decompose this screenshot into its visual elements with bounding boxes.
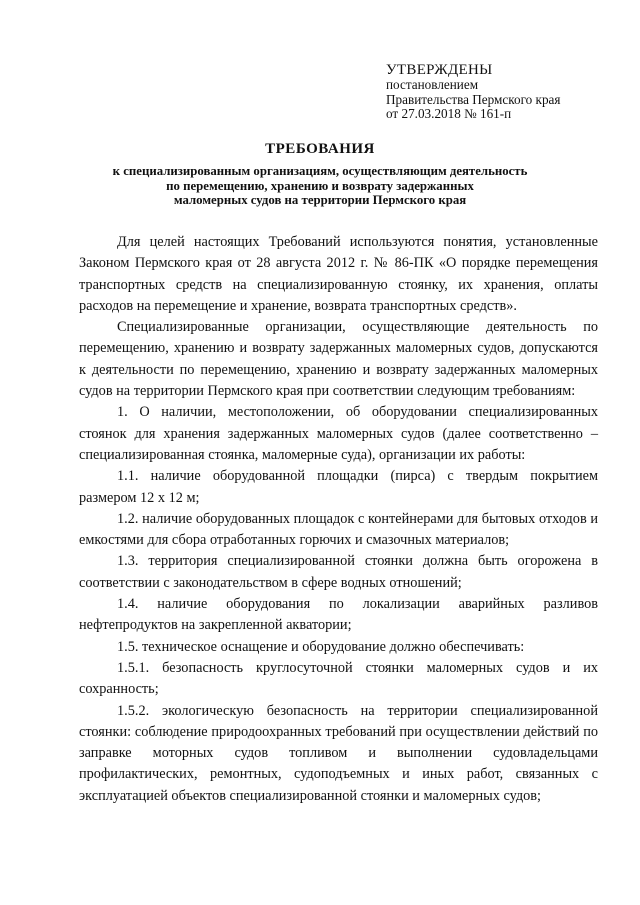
document-title xyxy=(60,140,580,208)
title-main: ТРЕБОВАНИЯ xyxy=(265,141,375,157)
document-body xyxy=(79,232,598,807)
paragraph-item-1-5: 1.5. техническое оснащение и оборудование должно обеспечивать: xyxy=(117,638,525,655)
paragraph-item-1-5-2: 1.5.2. экологическую безопасность на территории специализированной стоянки: соблюдение природоохранных требований при осуществлении действий по заправке моторных судов топливом и выполнении судовладельцами профилактических, ремонтных, судоподъемных и иных работ, связанных с эксплуатацией объектов специализированной стоянки и маломерных судов; xyxy=(79,702,598,804)
title-subtitle xyxy=(60,164,580,208)
paragraph-definitions: Для целей настоящих Требований используются понятия, установленные Законом Пермского края от 28 августа 2012 г. № 86-ПК «О порядке перемещения транспортных средств на специализированную стоянку, их хранения, оплаты расходов на перемещение и хранение, возврата транспортных средств». xyxy=(79,234,598,314)
paragraph-item-1-4: 1.4. наличие оборудования по локализации аварийных разливов нефтепродуктов на закрепленной акватории; xyxy=(79,596,598,634)
paragraph-item-1: 1. О наличии, местоположении, об оборудовании специализированных стоянок для хранения задержанных маломерных судов (далее соответственно – специализированная стоянка, маломерные суда), организации их работы: xyxy=(79,404,598,463)
subtitle-line: маломерных судов на территории Пермского края xyxy=(173,193,467,208)
approval-line: Правительства Пермского края xyxy=(386,91,561,107)
paragraph-intro: Специализированные организации, осуществляющие деятельность по перемещению, хранению и возврату задержанных маломерных судов, допускаются к деятельности по перемещению, хранению и возврату задержанных маломерных судов на территории Пермского края при соответствии следующим требованиям: xyxy=(79,319,598,400)
approval-line: постановлением xyxy=(386,77,479,92)
subtitle-line: к специализированным организациям, осуществляющим деятельность xyxy=(112,164,528,178)
approval-stamp xyxy=(386,62,626,122)
paragraph-item-1-1: 1.1. наличие оборудованной площадки (пирса) с твердым покрытием размером 12 х 12 м; xyxy=(79,468,598,506)
paragraph-item-1-2: 1.2. наличие оборудованных площадок с контейнерами для бытовых отходов и емкостями для сбора отработанных горючих и смазочных материалов; xyxy=(79,510,598,549)
subtitle-line: по перемещению, хранению и возврату задержанных xyxy=(166,178,474,193)
paragraph-item-1-5-1: 1.5.1. безопасность круглосуточной стоянки маломерных судов и их сохранность; xyxy=(79,659,598,698)
approval-heading: УТВЕРЖДЕНЫ xyxy=(386,62,493,78)
approval-line: от 27.03.2018 № 161-п xyxy=(386,106,512,121)
paragraph-item-1-3: 1.3. территория специализированной стоянки должна быть огорожена в соответствии с законодательством в сфере водных отношений; xyxy=(79,553,598,591)
